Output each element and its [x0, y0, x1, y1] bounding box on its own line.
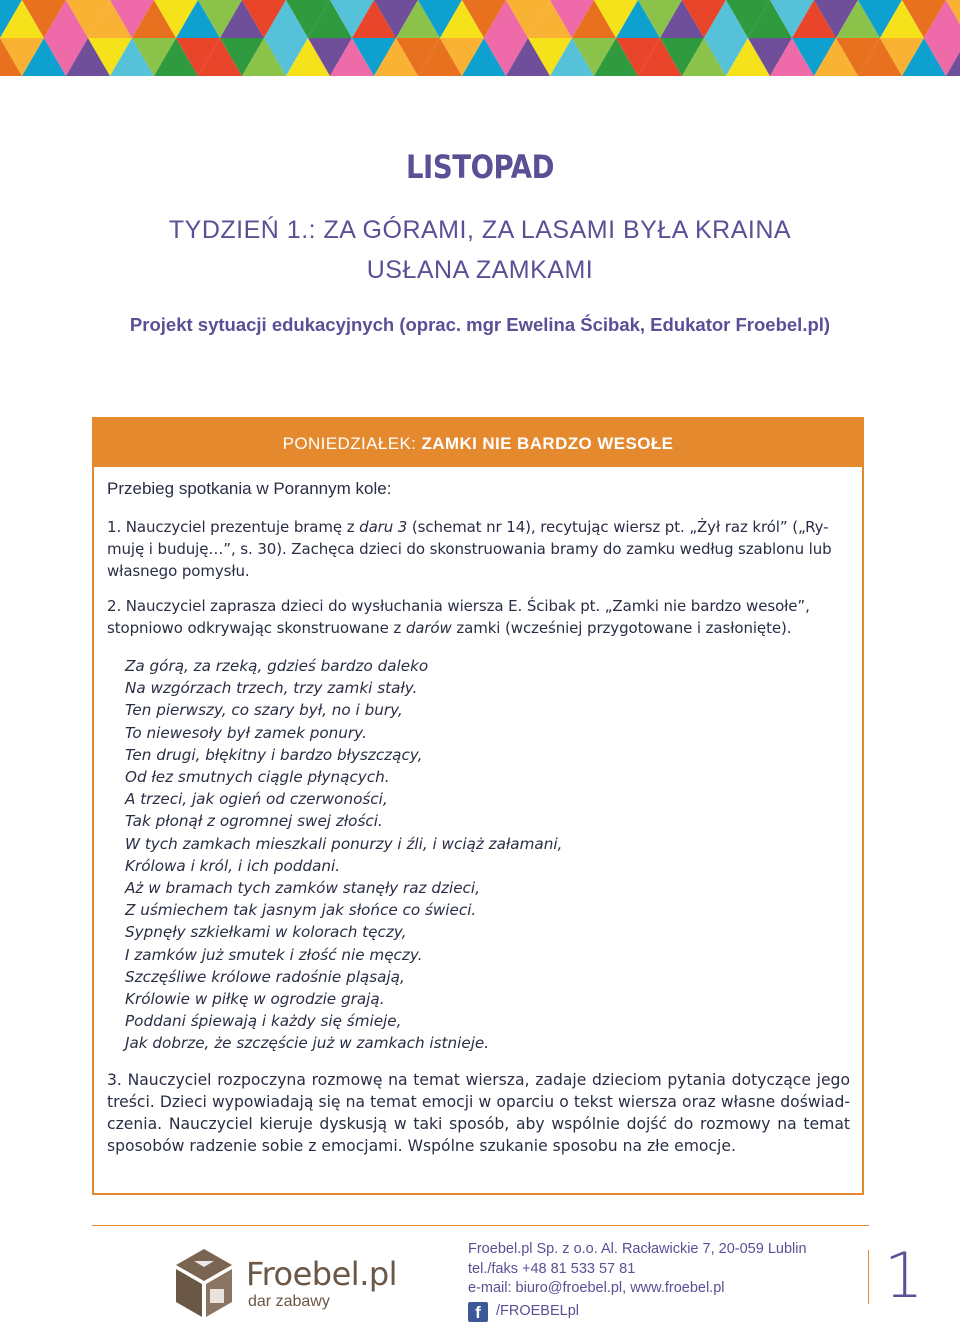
- poem-line: Jak dobrze, że szczęście już w zamkach istnieje.: [125, 1034, 490, 1053]
- day-title: ZAMKI NIE BARDZO WESOŁE: [421, 434, 674, 453]
- contact-info: [468, 1240, 807, 1322]
- poem-line: Na wzgórzach trzech, trzy zamki stały.: [125, 679, 418, 698]
- poem-line: Ten pierwszy, co szary był, no i bury,: [125, 701, 403, 720]
- lesson-body: [94, 467, 862, 1157]
- step-1-text-b: daru 3: [359, 518, 408, 536]
- poem-line: To niewesoły był zamek ponury.: [125, 723, 367, 742]
- logo-name: Froebel.pl: [246, 1255, 398, 1293]
- poem-line: Królowie w piłkę w ogrodzie grają.: [125, 990, 385, 1009]
- step-2-text-a: 2. Nauczyciel zaprasza dzieci do wysłuchania wiersza E. Ścibak pt. „Zamki nie bardzo wesołe”,: [107, 597, 810, 615]
- poem-line: Tak płonął z ogromnej swej złości.: [125, 812, 383, 831]
- lesson-box: [92, 417, 864, 1195]
- step-3-paragraph: 3. Nauczyciel rozpoczyna rozmowę na temat wiersza, zadaje dzieciom pytania dotyczące jego treści. Dzieci wypowiadają się na temat emocji w oparciu o tekst wiersza oraz własne doświad-czenia. Nauczyciel kieruje dyskusją w taki sposób, aby wspólnie dojść do rozmowy na temat sposobów radzenie sobie z emocjami. Wspólne szukanie sposobu na złe emocje.: [107, 1070, 850, 1155]
- step-1-paragraph: [107, 516, 850, 582]
- footer-divider: [92, 1225, 869, 1226]
- project-subtitle: Projekt sytuacji edukacyjnych (oprac. mgr Ewelina Ścibak, Edukator Froebel.pl): [129, 314, 831, 335]
- step-1-text-d: muję i buduję…”, s. 30). Zachęca dzieci do skonstruowania bramy do zamku według szablonu lub: [107, 540, 832, 558]
- poem-line: Szczęśliwe królowe radośnie pląsają,: [125, 967, 405, 986]
- poem-line: A trzeci, jak ogień od czerwoności,: [125, 790, 388, 809]
- step-2-text-d: zamki (wcześniej przygotowane i zasłonięte).: [451, 619, 792, 637]
- poem-line: W tych zamkach mieszkali ponurzy i źli, i wciąż załamani,: [125, 834, 563, 853]
- step-1-text-a: 1. Nauczyciel prezentuje bramę z: [107, 518, 360, 536]
- poem-line: Ten drugi, błękitny i bardzo błyszczący,: [125, 745, 423, 764]
- facebook-link[interactable]: [468, 1302, 807, 1322]
- poem-line: Aż w bramach tych zamków stanęły raz dzieci,: [125, 879, 480, 898]
- poem-line: Za górą, za rzeką, gdzieś bardzo daleko: [125, 657, 429, 675]
- page-number-divider: [868, 1250, 869, 1304]
- step-2-text-b: stopniowo odkrywając skonstruowane z: [107, 619, 406, 637]
- poem-line: Od łez smutnych ciągle płynących.: [125, 768, 390, 787]
- poem-line: Z uśmiechem tak jasnym jak słońce co świeci.: [125, 901, 477, 920]
- step-1-text-c: (schemat nr 14), recytując wiersz pt. „Żył raz król” („Ry-: [407, 518, 829, 536]
- phone: tel./faks +48 81 533 57 81: [468, 1260, 636, 1277]
- poem: [125, 655, 850, 1055]
- morning-circle-label: Przebieg spotkania w Porannym kole:: [107, 479, 392, 498]
- poem-line: Poddani śpiewają i każdy się śmieje,: [125, 1012, 402, 1031]
- week-title: [120, 210, 840, 290]
- froebel-logo: [172, 1245, 412, 1321]
- month-title: LISTOPAD: [405, 148, 555, 186]
- day-label: PONIEDZIAŁEK:: [282, 434, 422, 453]
- email-website[interactable]: e-mail: biuro@froebel.pl, www.froebel.pl: [468, 1280, 725, 1296]
- cube-logo-icon: [172, 1247, 236, 1319]
- address: Froebel.pl Sp. z o.o. Al. Racławickie 7, 20-059 Lublin: [468, 1241, 807, 1257]
- facebook-handle: /FROEBELpl: [496, 1302, 579, 1319]
- poem-line: Królowa i król, i ich poddani.: [125, 856, 341, 875]
- decorative-triangle-banner: [0, 0, 960, 80]
- day-header: [94, 419, 862, 467]
- poem-line: Sypnęły szkiełkami w kolorach tęczy,: [125, 923, 407, 942]
- facebook-icon: f: [468, 1302, 488, 1322]
- step-1-text-e: własnego pomysłu.: [107, 562, 250, 580]
- page-number: 1: [884, 1239, 924, 1312]
- week-title-line-2: USŁANA ZAMKAMI: [366, 256, 594, 284]
- step-2-text-c: darów: [405, 619, 452, 637]
- poem-line: I zamków już smutek i złość nie męczy.: [125, 945, 423, 964]
- week-title-line-1: TYDZIEŃ 1.: ZA GÓRAMI, ZA LASAMI BYŁA KRAINA: [168, 216, 792, 244]
- step-2-paragraph: [107, 595, 850, 639]
- logo-tagline: dar zabawy: [248, 1293, 330, 1310]
